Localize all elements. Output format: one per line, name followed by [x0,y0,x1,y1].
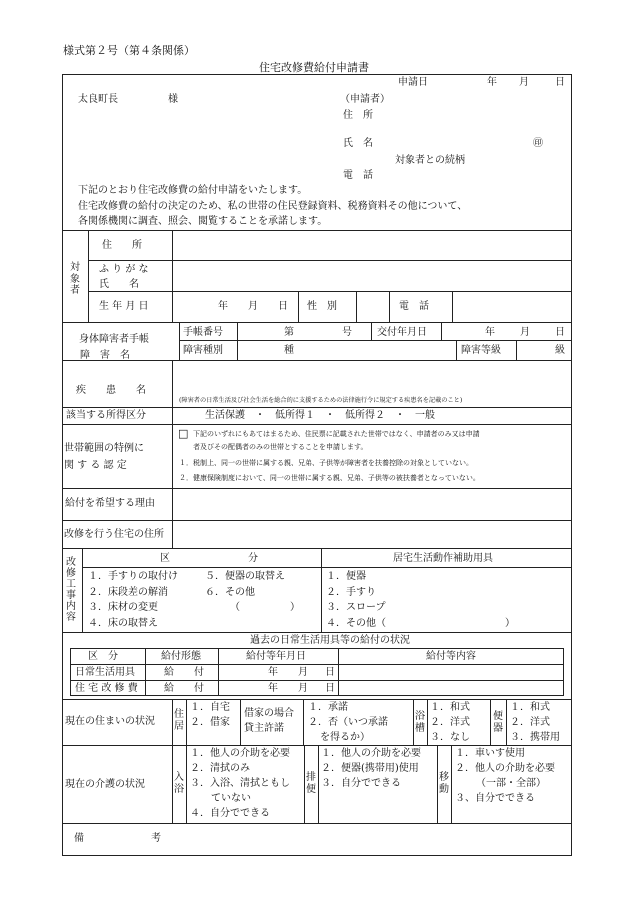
household-text-2: 者及びその配偶者のみの世帯とすることを申請します。 [193,443,368,451]
aid-item-4-close: ） [505,618,515,629]
toilet-option-3: ３．携帯用 [510,732,560,743]
declaration-line-2: 住宅改修費の給付の決定のため、私の世帯の住民登録資料、税務資料その他について、 [78,201,468,212]
subject-group-label: 対象者 [70,262,80,296]
dob-year: 年 [218,301,228,312]
bath-option-3: ３．なし [430,732,470,743]
renovation-item-2: ２．床段差の解消 [88,587,168,598]
renovation-bun-header: 分 [248,553,258,564]
bath-option-2: ２．洋式 [430,717,470,728]
relation-label: 対象者との続柄 [395,155,465,166]
disability-label-2: 障 害 名 [80,350,130,361]
household-label-1: 世帯範囲の特例に [64,443,144,454]
moving-option-2b: （一部・全部） [476,778,546,789]
household-text-3: １．税制上、同一の世帯に属する親、兄弟、子供等が障害者を扶養控除の対象としていない。 [179,459,473,467]
disability-grade-kyu: 級 [555,345,565,356]
renovation-kubun-header: 区 [160,553,170,564]
renovation-item-1: １．手すりの取付け [88,571,178,582]
aid-item-1: １．便器 [326,571,366,582]
subject-phone-label: 電 話 [399,301,429,312]
remarks-label-1: 備 [74,833,84,844]
disability-type-label: 障害種別 [183,345,223,356]
excretion-label: 排便 [306,772,316,795]
date-year: 年 [487,77,497,88]
past-header-form: 給付形態 [161,651,201,662]
illness-label: 疾 患 名 [76,385,146,396]
applicant-label: （申請者） [340,94,390,105]
landlord-consent-label: 貸主許諾 [244,723,284,734]
addressee: 太良町長 [78,94,118,105]
past-row-1-day: 日 [325,667,335,678]
aid-item-2: ２．手すり [326,587,376,598]
book-number-label: 手帳番号 [183,327,223,338]
past-row-1-year: 年 [268,667,278,678]
book-number-dai: 第 [284,327,294,338]
income-label: 該当する所得区分 [66,410,146,421]
bathing-option-3: ３．入浴、清拭ともし [190,778,290,789]
past-header-content: 給付等内容 [426,651,476,662]
applicant-name-label: 氏 名 [343,138,373,149]
past-row-2-month: 月 [298,683,308,694]
past-row-1-category: 日常生活用具 [75,667,135,678]
renovation-item-6: ６．その他 [205,587,255,598]
excretion-option-2: ２．便器(携帯用)使用 [321,763,419,774]
issue-day: 日 [555,327,565,338]
seal-mark: ㊞ [533,138,543,149]
moving-label: 移動 [439,772,449,795]
renovation-group-label: 改修工事内容 [66,557,76,623]
past-row-2-year: 年 [268,683,278,694]
consent-option-1: １．承諾 [308,702,348,713]
past-row-2-day: 日 [325,683,335,694]
form-number: 様式第２号（第４条関係） [63,44,195,57]
excretion-option-3: ３．自分でできる [321,778,401,789]
excretion-option-1: １．他人の介助を必要 [321,748,421,759]
illness-note: (障害者の日常生活及び社会生活を総合的に支援するための法律施行令に規定する疾患名を記載のこと) [179,397,463,404]
past-row-2-category: 住 宅 改 修 費 [75,683,138,694]
household-text-1: 下記のいずれにもあてはまるため、住民票に記載された世帯ではなく、申請者のみ又は申請 [193,430,480,438]
subject-furigana-label: ふ り が な [99,264,149,275]
bath-option-1: １．和式 [430,702,470,713]
past-header-date: 給付等年月日 [246,651,306,662]
dob-month: 月 [248,301,258,312]
aids-header: 居宅生活動作補助用具 [393,553,493,564]
bath-label: 浴槽 [415,711,425,734]
toilet-option-2: ２．洋式 [510,717,550,728]
reason-label: 給付を希望する理由 [65,498,155,509]
issue-date-label: 交付年月日 [377,327,427,338]
book-number-go: 号 [342,327,352,338]
date-day: 日 [555,77,565,88]
moving-option-2: ２．他人の介助を必要 [455,763,555,774]
page-title: 住宅改修費給付申請書 [259,61,369,74]
moving-option-1: １．車いす使用 [455,748,525,759]
aid-item-4: ４．その他（ [326,618,386,629]
declaration-line-3: 各関係機関に調査、照会、閲覧することを承諾します。 [78,216,328,227]
declaration-line-1: 下記のとおり住宅改修費の給付申請をいたします。 [78,185,308,196]
subject-name-label: 氏 名 [99,279,139,290]
bathing-option-4: ４．自分でできる [190,808,270,819]
consent-option-2b: を得るか） [320,732,370,743]
renovation-item-5: ５．便器の取替え [205,571,285,582]
renovation-item-4: ４．床の取替え [88,618,158,629]
issue-year: 年 [485,327,495,338]
past-row-1-month: 月 [298,667,308,678]
dob-day: 日 [278,301,288,312]
bathing-option-1: １．他人の介助を必要 [190,748,290,759]
household-checkbox[interactable]: □ [178,427,189,440]
subject-address-label: 住 所 [102,240,142,251]
bathing-option-2: ２．清拭のみ [190,763,250,774]
past-row-1-form: 給 付 [164,667,204,678]
care-label: 現在の介護の状況 [65,779,145,790]
past-header-category: 区 分 [88,651,118,662]
addressee-sama: 様 [168,94,178,105]
disability-type-shu: 種 [284,345,294,356]
residence-rental: ２．借家 [190,717,230,728]
disability-label-1: 身体障害者手帳 [79,334,149,345]
date-month: 月 [519,77,529,88]
applicant-phone-label: 電 話 [343,170,373,181]
moving-option-3: ３、自分でできる [455,793,535,804]
rental-case-label: 借家の場合 [244,708,294,719]
remarks-label-2: 考 [151,833,161,844]
past-title: 過去の日常生活用具等の給付の状況 [250,635,410,646]
residence-jukyo: 住居 [174,709,184,732]
subject-dob-label: 生 年 月 日 [99,301,149,312]
bathing-option-3b: ていない [211,793,251,804]
renovation-other-blank: （ ） [230,602,300,613]
gender-label: 性 別 [307,301,337,312]
toilet-option-1: １．和式 [510,702,550,713]
residence-label: 現在の住まいの状況 [65,716,155,727]
renovation-item-3: ３．床材の変更 [88,602,158,613]
household-label-2: 関 す る 認 定 [64,460,127,471]
toilet-label: 便器 [493,711,503,734]
bathing-label: 入浴 [174,772,184,795]
aid-item-3: ３．スロープ [326,602,386,613]
issue-month: 月 [520,327,530,338]
disability-grade-label: 障害等級 [461,345,501,356]
residence-own-home: １．自宅 [190,702,230,713]
past-row-2-form: 給 付 [164,683,204,694]
house-address-label: 改修を行う住宅の住所 [64,529,164,540]
applicant-address-label: 住 所 [343,110,373,121]
income-options: 生活保護 ・ 低所得１ ・ 低所得２ ・ 一般 [205,410,435,421]
date-label: 申請日 [398,77,428,88]
household-text-4: ２．健康保険制度において、同一の世帯に属する親、兄弟、子供等の被扶養者となっていない。 [179,474,480,482]
consent-option-2: ２．否（いつ承諾 [308,717,388,728]
